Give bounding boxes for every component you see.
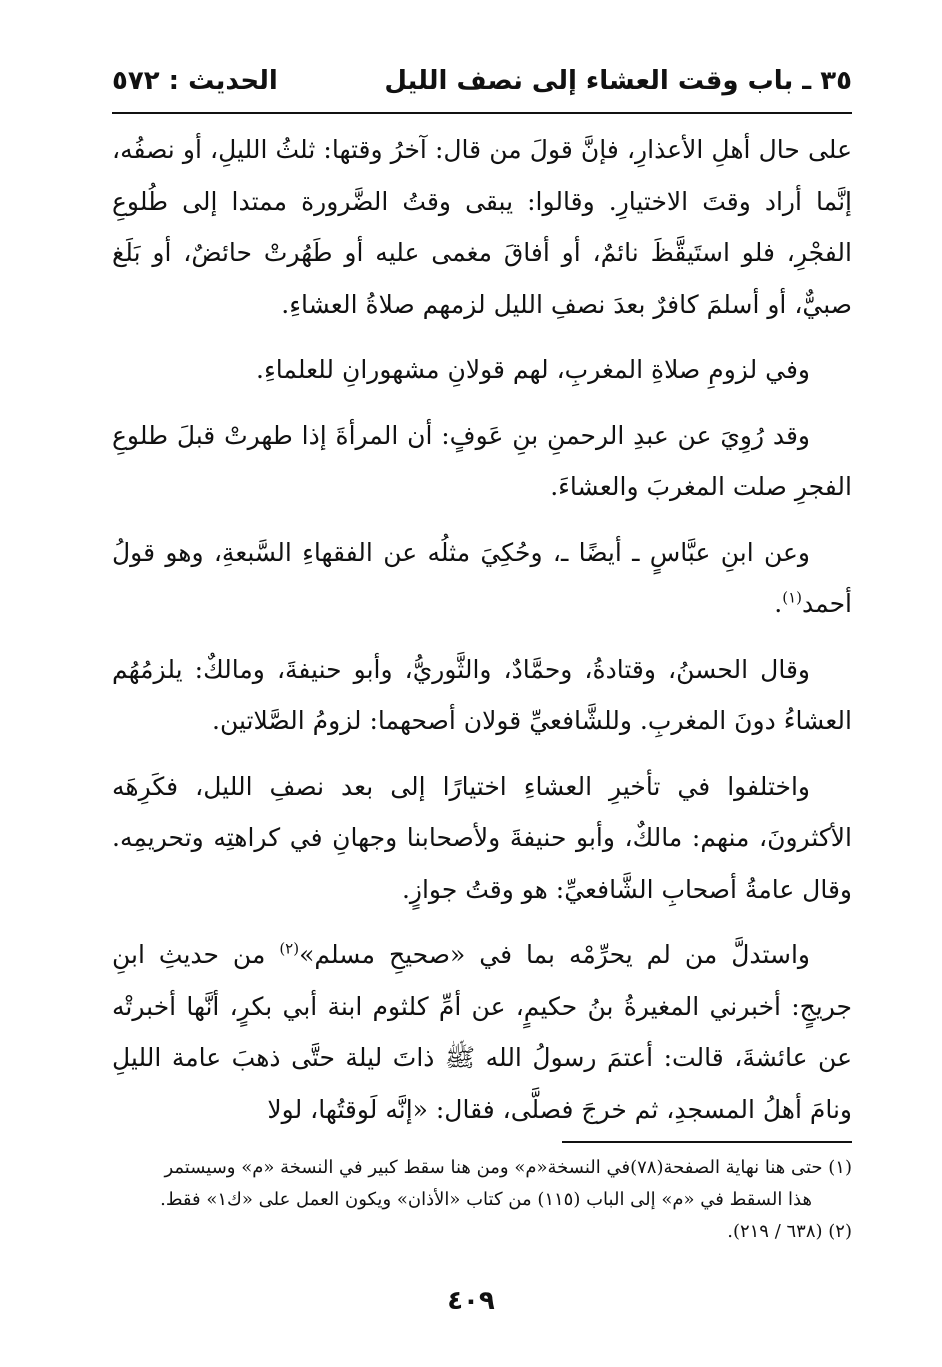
paragraph-5: وقال الحسنُ، وقتادةُ، وحمَّادٌ، والثَّوريُّ، وأبو حنيفةَ، ومالكٌ: يلزمُهُم العشاءُ دونَ المغربِ. وللشَّافعيِّ قولان أصحهما: لزومُ الصَّلاتين. (112, 654, 852, 735)
paragraph-4-end: . (774, 589, 783, 618)
page-number: ٤٠٩ (447, 1286, 495, 1316)
footnote-ref-1: (١) (782, 588, 803, 607)
paragraph-7-end: من حديثِ ابنِ جريجٍ: أخبرني المغيرةُ بنُ حكيمٍ، عن أمِّ كلثوم ابنة أبي بكرٍ، أنَّها أخبرتْه عن عائشةَ، قالت: أعتمَ رسولُ الله ﷺ ذاتَ ليلة حتَّى ذهبَ عامة الليلِ ونامَ أهلُ المسجدِ، ثم خرجَ فصلَّى، فقال: «إنَّه لَوقتُها، لولا (112, 940, 852, 1124)
footnote-divider (562, 1141, 852, 1143)
paragraph-3: وقد رُوِيَ عن عبدِ الرحمنِ بنِ عَوفٍ: أن المرأةَ إذا طهرتْ قبلَ طلوعِ الفجرِ صلت المغربَ والعشاءَ. (112, 420, 852, 501)
footnotes (112, 1152, 852, 1248)
paragraph-2: وفي لزومِ صلاةِ المغربِ، لهم قولانِ مشهورانِ للعلماءِ. (256, 355, 810, 384)
running-header (112, 62, 852, 108)
paragraph-4-text: وعن ابنِ عبَّاسٍ ـ أيضًا ـ، وحُكِيَ مثلُه عن الفقهاءِ السَّبعةِ، وهو قولُ أحمد (112, 537, 852, 618)
footnote-1-line-2: هذا السقط في «م» إلى الباب (١١٥) من كتاب «الأذان» ويكون العمل على «ك١» فقط. (160, 1189, 812, 1210)
hadith-number: الحديث : ٥٧٢ (112, 66, 278, 96)
paragraph-6: واختلفوا في تأخيرِ العشاءِ اختيارًا إلى بعد نصفِ الليل، فكَرِهَه الأكثرونَ، منهم: مالكٌ، وأبو حنيفةَ ولأصحابنا وجهانِ في كراهتِه وتحريمِه. وقال عامةُ أصحابِ الشَّافعيِّ: هو وقتُ جوازٍ. (112, 771, 852, 904)
paragraph-4 (112, 527, 852, 630)
header-divider (112, 112, 852, 114)
chapter-title: ٣٥ ـ باب وقت العشاء إلى نصف الليل (384, 66, 852, 96)
footnote-ref-2: (٢) (279, 939, 300, 958)
footnote-1-line-1: (١) حتى هنا نهاية الصفحة(٧٨)في النسخة«م» ومن هنا سقط كبير في النسخة «م» وسيستمر (164, 1157, 852, 1178)
paragraph-7-start: واستدلَّ من لم يحرِّمْه بما في «صحيحِ مسلم» (299, 940, 810, 969)
paragraph-7 (112, 929, 852, 1135)
paragraph-1: على حال أهلِ الأعذارِ، فإنَّ قولَ من قال: آخرُ وقتها: ثلثُ الليلِ، أو نصفُه، إنَّما أراد وقتَ الاختيارِ. وقالوا: يبقى وقتُ الضَّرورة ممتدا إلى طُلوعِ الفجْرِ، فلو استَيقَّظَ نائمٌ، أو أفاقَ مغمى عليه أو طَهُرتْ حائضٌ، أو بَلَغ صبيٌّ، أو أسلمَ كافرٌ بعدَ نصفِ الليل لزمهم صلاةُ العشاءِ. (112, 135, 852, 319)
main-text (112, 124, 852, 1149)
footnote-2: (٢) (٦٣٨ / ٢١٩). (727, 1221, 852, 1242)
